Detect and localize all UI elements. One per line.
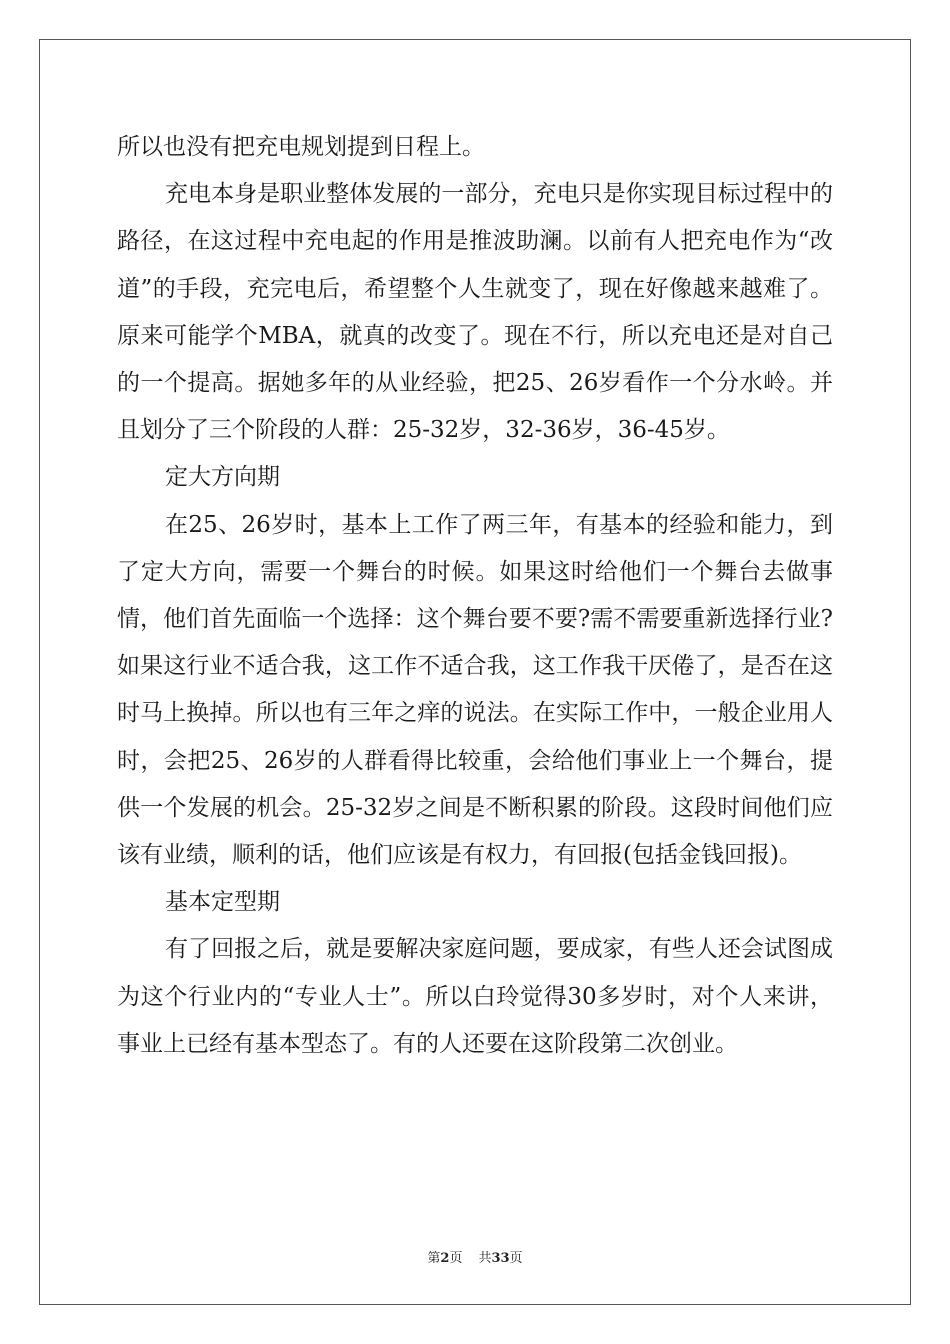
total-suffix: 页 bbox=[509, 1251, 523, 1266]
document-body bbox=[117, 124, 833, 1068]
paragraph: 所以也没有把充电规划提到日程上。 bbox=[117, 134, 485, 160]
paragraph: 有了回报之后，就是要解决家庭问题，要成家，有些人还会试图成为这个行业内的“专业人士”。所以白玲觉得30多岁时，对个人来讲，事业上已经有基本型态了。有的人还要在这阶段第二次创业。 bbox=[117, 936, 833, 1057]
section-heading: 基本定型期 bbox=[165, 889, 280, 916]
paragraph: 充电本身是职业整体发展的一部分，充电只是你实现目标过程中的路径，在这过程中充电起的作用是推波助澜。以前有人把充电作为“改道”的手段，充完电后，希望整个人生就变了，现在好像越来越难了。原来可能学个MBA，就真的改变了。现在不行，所以充电还是对自己的一个提高。据她多年的从业经验，把25、26岁看作一个分水岭。并且划分了三个阶段的人群：25-32岁，32-36岁，36-45岁。 bbox=[117, 181, 833, 444]
page-footer bbox=[0, 1247, 950, 1266]
page-prefix: 第 bbox=[427, 1251, 441, 1266]
section-heading: 定大方向期 bbox=[165, 464, 280, 491]
total-prefix: 共 bbox=[478, 1251, 492, 1266]
total-pages: 33 bbox=[491, 1251, 510, 1266]
page-number: 2 bbox=[440, 1251, 450, 1266]
page-suffix: 页 bbox=[449, 1251, 463, 1266]
paragraph: 在25、26岁时，基本上工作了两三年，有基本的经验和能力，到了定大方向，需要一个舞台的时候。如果这时给他们一个舞台去做事情，他们首先面临一个选择：这个舞台要不要?需不需要重新选择行业?如果这行业不适合我，这工作不适合我，这工作我干厌倦了，是否在这时马上换掉。所以也有三年之痒的说法。在实际工作中，一般企业用人时，会把25、26岁的人群看得比较重，会给他们事业上一个舞台，提供一个发展的机会。25-32岁之间是不断积累的阶段。这段时间他们应该有业绩，顺利的话，他们应该是有权力，有回报(包括金钱回报)。 bbox=[117, 511, 833, 869]
